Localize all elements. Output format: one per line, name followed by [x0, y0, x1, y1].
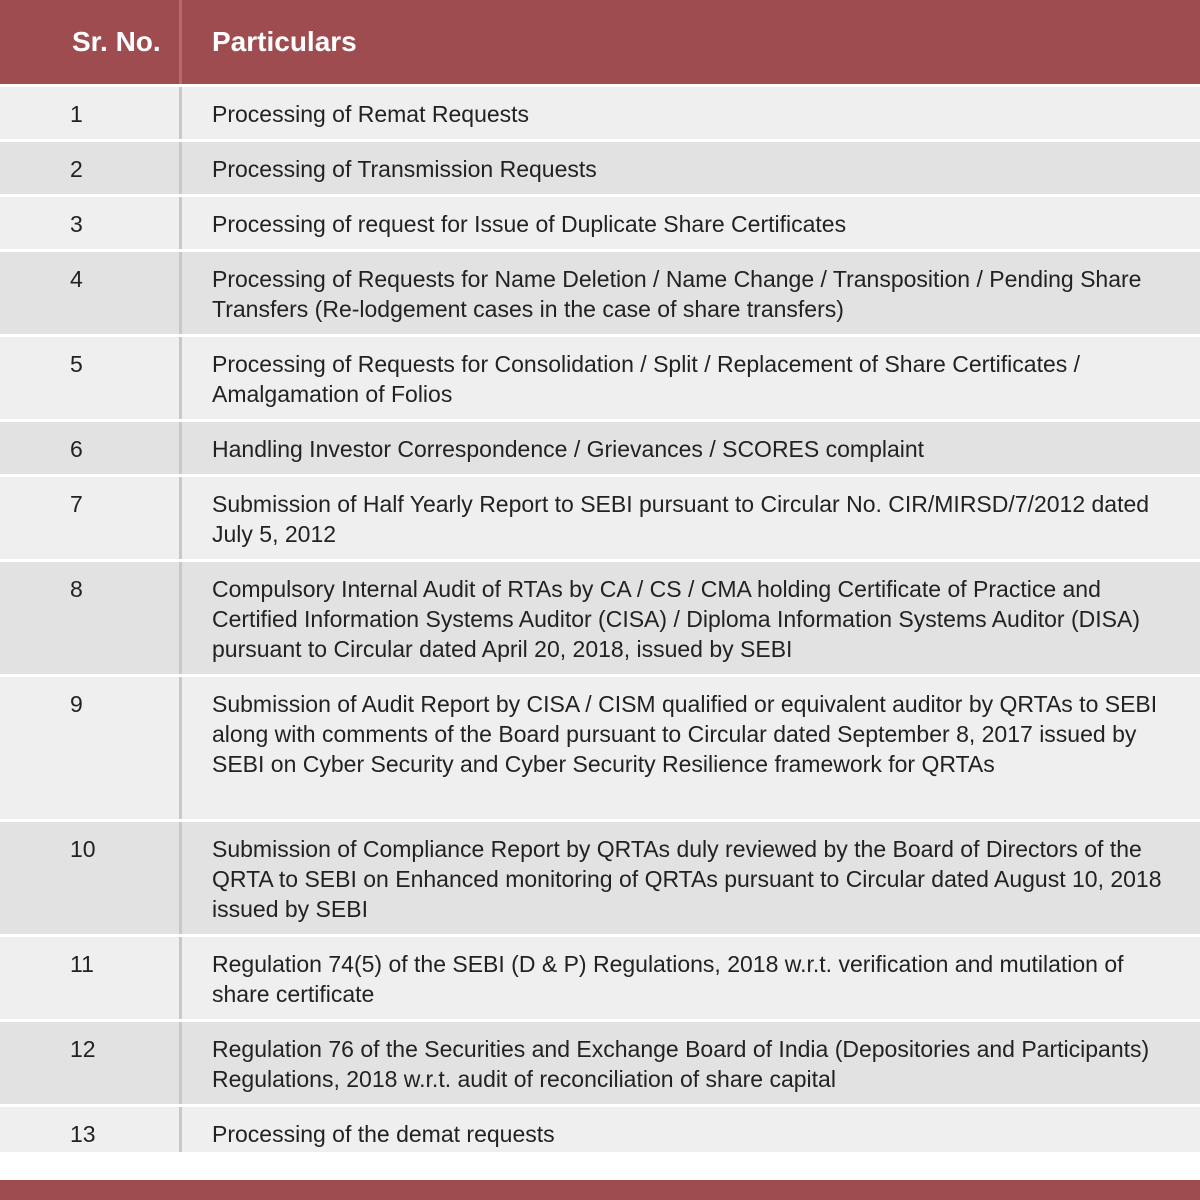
- row-particulars: Submission of Compliance Report by QRTAs duly reviewed by the Board of Directors of the QRTA to SEBI on Enhanced monitoring of QRTAs pursuant to Circular dated August 10, 2018 issued by SEBI: [212, 836, 1162, 922]
- table-row: [0, 84, 1200, 139]
- row-particulars: Regulation 74(5) of the SEBI (D & P) Regulations, 2018 w.r.t. verification and mutilation of share certificate: [212, 951, 1124, 1007]
- table-row: [0, 419, 1200, 474]
- table-row: [0, 819, 1200, 934]
- row-particulars: Submission of Audit Report by CISA / CISM qualified or equivalent auditor by QRTAs to SEBI along with comments of the Board pursuant to Circular dated September 8, 2017 issued by SEBI on Cyber Security and Cyber Security Resilience framework for QRTAs: [212, 691, 1158, 777]
- footer-bar: [0, 1180, 1200, 1200]
- row-number: 12: [0, 1022, 182, 1104]
- table-header: [0, 0, 1200, 84]
- row-number: 8: [0, 562, 182, 674]
- row-particulars: Processing of request for Issue of Duplicate Share Certificates: [212, 211, 847, 237]
- row-number: 13: [0, 1107, 182, 1152]
- row-particulars: Processing of Transmission Requests: [212, 156, 597, 182]
- table-row: [0, 1104, 1200, 1152]
- header-particulars: Particulars: [212, 26, 357, 57]
- table-row: [0, 249, 1200, 334]
- row-number: 9: [0, 677, 182, 819]
- table-row: [0, 674, 1200, 819]
- header-sr-no: Sr. No.: [0, 0, 182, 84]
- row-number: 1: [0, 87, 182, 139]
- row-particulars: Processing of the demat requests: [212, 1121, 555, 1147]
- row-particulars: Handling Investor Correspondence / Grievances / SCORES complaint: [212, 436, 925, 462]
- row-number: 2: [0, 142, 182, 194]
- row-particulars: Regulation 76 of the Securities and Exchange Board of India (Depositories and Participants) Regulations, 2018 w.r.t. audit of reconciliation of share capital: [212, 1036, 1150, 1092]
- table-row: [0, 334, 1200, 419]
- row-particulars: Processing of Requests for Consolidation / Split / Replacement of Share Certificates / Amalgamation of Folios: [212, 351, 1081, 407]
- row-number: 6: [0, 422, 182, 474]
- table-row: [0, 194, 1200, 249]
- table-row: [0, 1019, 1200, 1104]
- row-particulars: Processing of Requests for Name Deletion / Name Change / Transposition / Pending Share Transfers (Re-lodgement cases in the case of share transfers): [212, 266, 1142, 322]
- table-row: [0, 559, 1200, 674]
- table-row: [0, 474, 1200, 559]
- table-row: [0, 934, 1200, 1019]
- row-particulars: Submission of Half Yearly Report to SEBI pursuant to Circular No. CIR/MIRSD/7/2012 dated July 5, 2012: [212, 491, 1150, 547]
- row-number: 5: [0, 337, 182, 419]
- row-number: 4: [0, 252, 182, 334]
- row-number: 11: [0, 937, 182, 1019]
- row-particulars: Processing of Remat Requests: [212, 101, 530, 127]
- row-number: 7: [0, 477, 182, 559]
- table-row: [0, 139, 1200, 194]
- row-number: 3: [0, 197, 182, 249]
- row-number: 10: [0, 822, 182, 934]
- row-particulars: Compulsory Internal Audit of RTAs by CA / CS / CMA holding Certificate of Practice and Certified Information Systems Auditor (CISA) / Diploma Information Systems Auditor (DISA) pursuant to Circular dated April 20, 2018, issued by SEBI: [212, 576, 1140, 662]
